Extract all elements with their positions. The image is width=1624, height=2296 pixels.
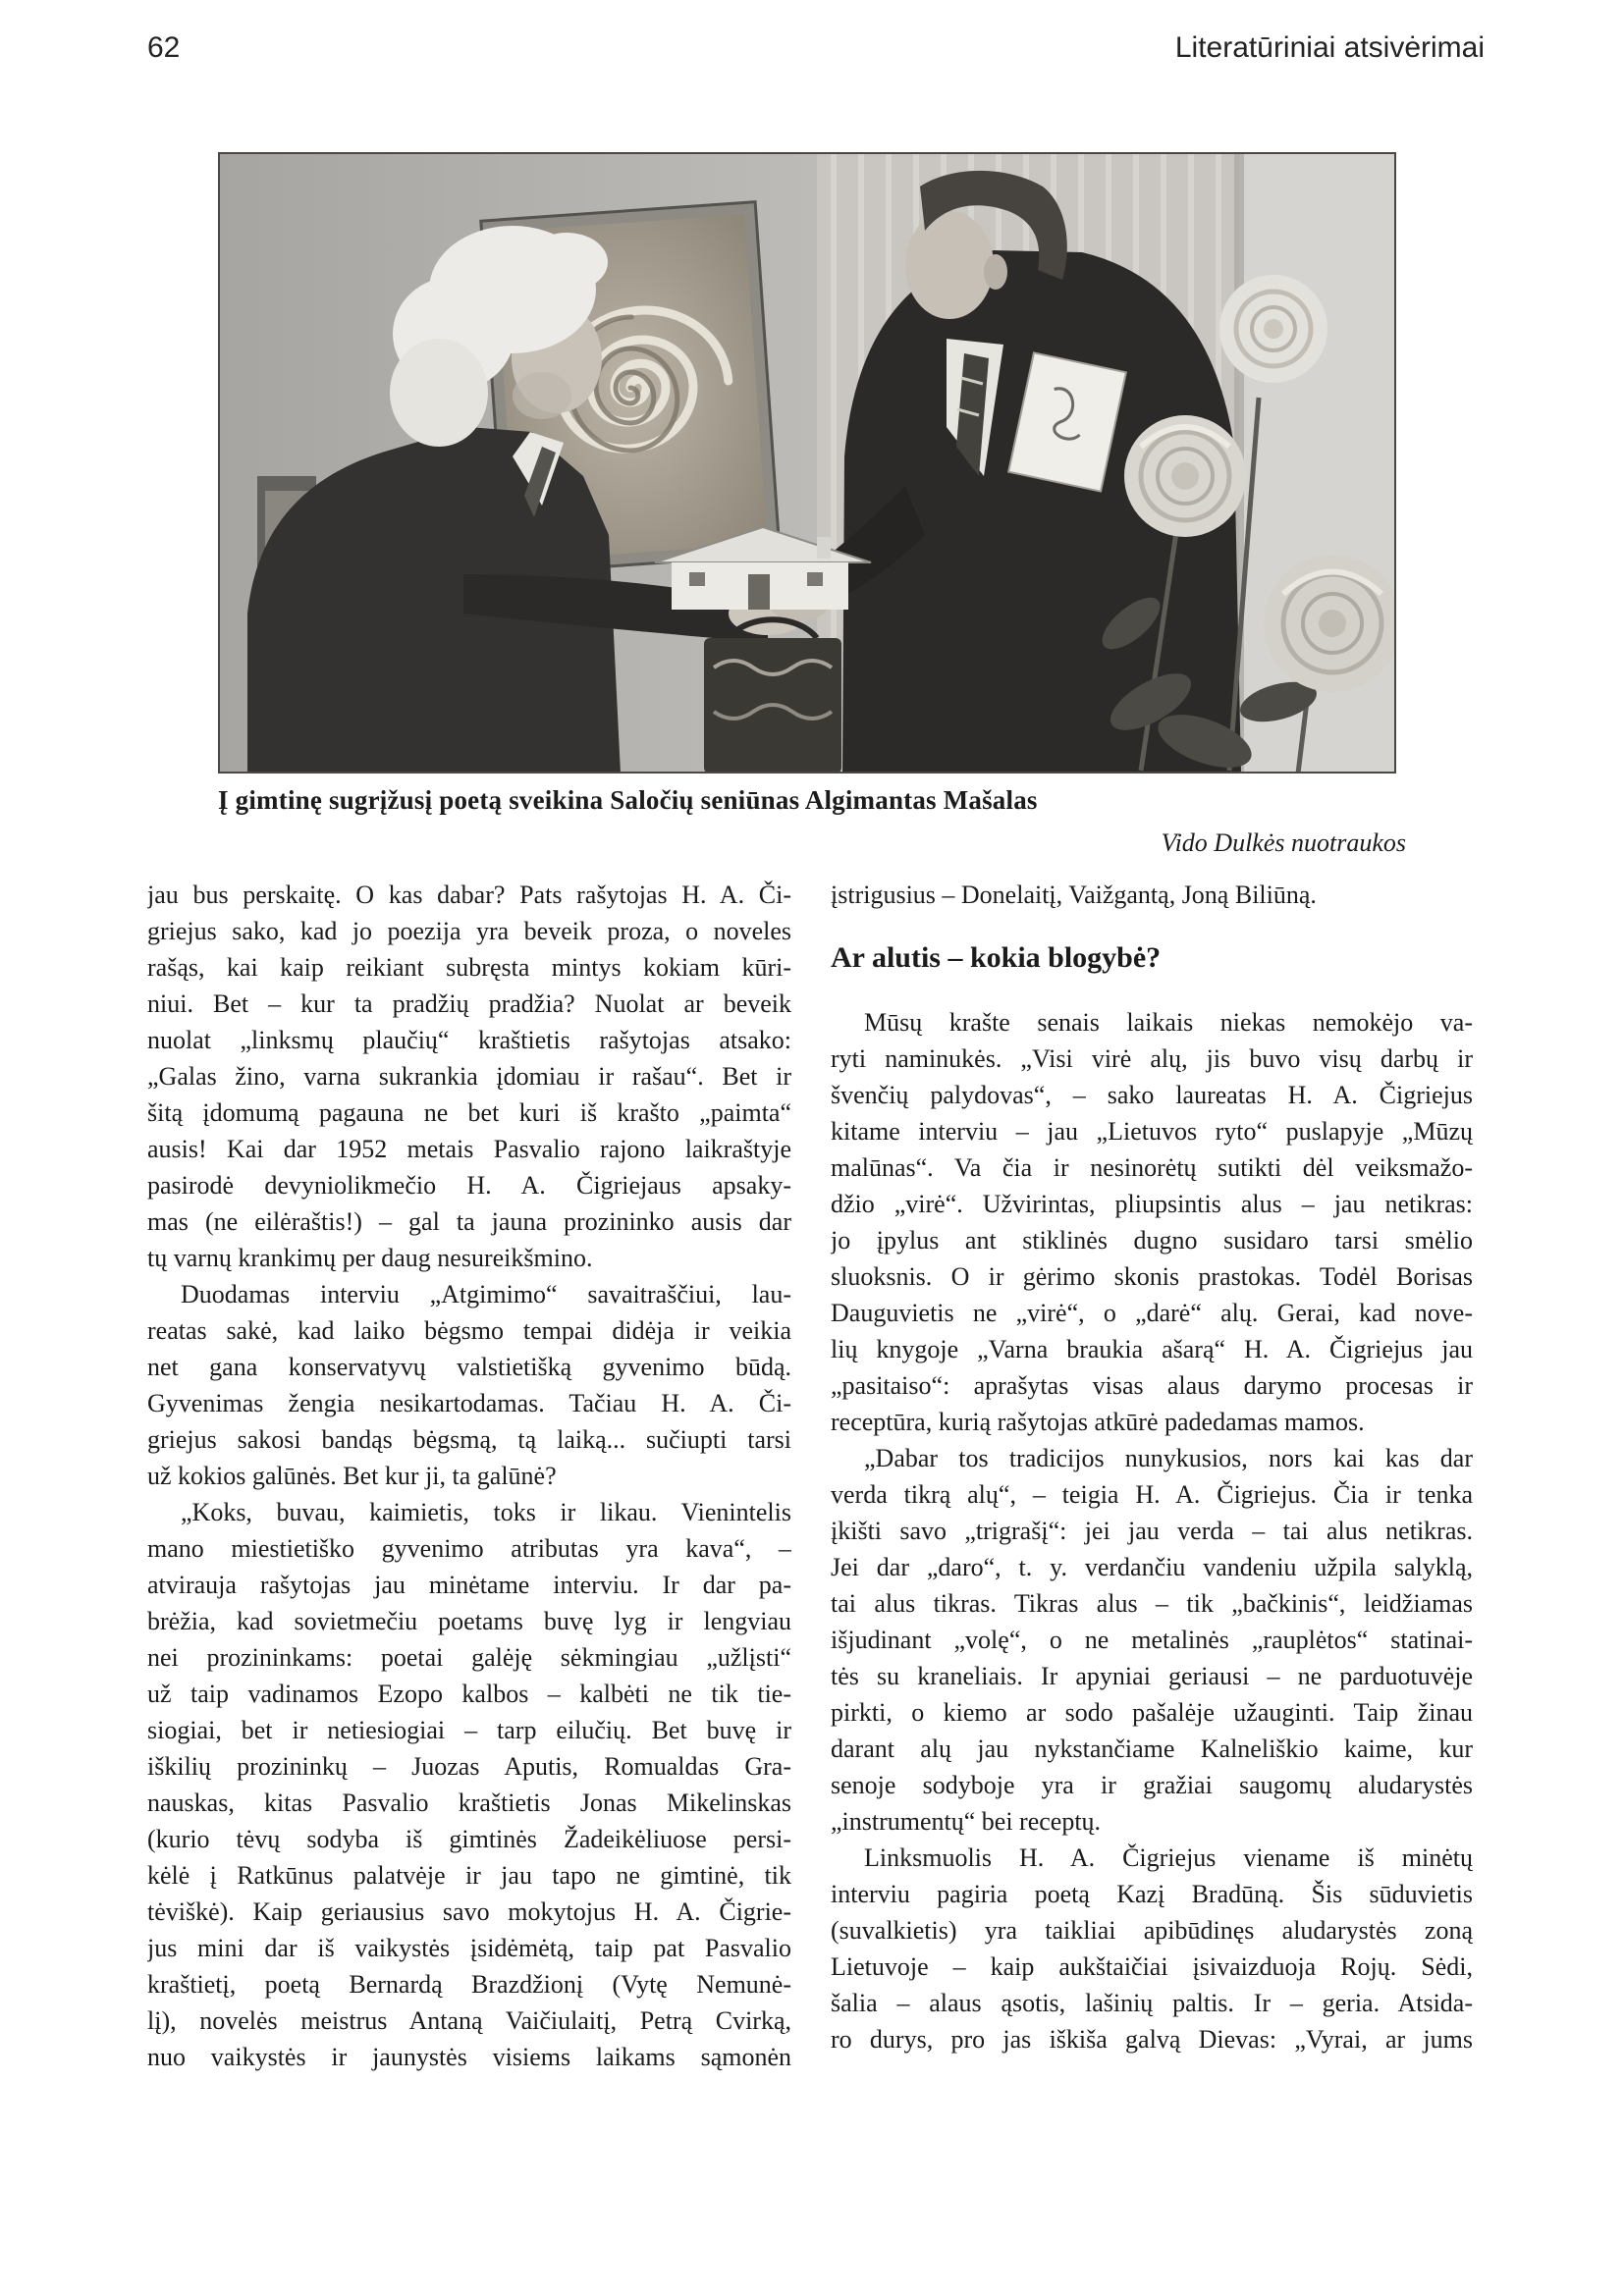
text-line: jo įpylus ant stiklinės dugno susidaro tarsi smėlio <box>831 1226 1473 1255</box>
text-line: receptūra, kurią rašytojas atkūrė padedamas mamos. <box>831 1408 1365 1436</box>
running-title: Literatūriniai atsivėrimai <box>1174 31 1485 64</box>
text-line: „pasitaiso“: aprašytas visas alaus darymo procesas ir <box>831 1371 1473 1400</box>
text-line: kėlė į Ratkūnus palatvėje ir jau tapo ne gimtinė, tik <box>147 1861 791 1890</box>
article-photo <box>218 152 1396 774</box>
text-line: jus mini dar iš vaikystės įsidėmėtą, taip pat Pasvalio <box>147 1934 791 1962</box>
text-line: pasirodė devyniolikmečio H. A. Čigriejaus apsaky- <box>147 1171 791 1200</box>
text-line: švenčių palydovas“, – sako laureatas H. A. Čigriejus <box>831 1081 1473 1109</box>
text-line: už kokios galūnės. Bet kur ji, ta galūnė? <box>147 1462 557 1490</box>
text-line: senoje sodyboje yra ir gražiai saugomų aludarystės <box>831 1771 1473 1799</box>
text-line: „Galas žino, varna sukrankia įdomiau ir rašau“. Bet ir <box>147 1062 791 1091</box>
text-line: nuo vaikystės ir jaunystės visiems laikams sąmonėn <box>147 2043 791 2071</box>
text-line: darant alų jau nykstančiame Kalneliškio kaime, kur <box>831 1735 1473 1763</box>
text-line: „Koks, buvau, kaimietis, toks ir likau. Vienintelis <box>181 1498 791 1526</box>
text-line: jau bus perskaitę. O kas dabar? Pats rašytojas H. A. Či- <box>147 881 791 909</box>
text-line: nuolat „linksmų plaučių“ kraštietis rašytojas atsako: <box>147 1026 791 1054</box>
text-line: griejus sakosi bandąs bėgsmą, tą laiką... sučiupti tarsi <box>147 1425 791 1454</box>
page-number: 62 <box>147 31 181 64</box>
text-line: brėžia, kad sovietmečiu poetams buvę lyg ir lengviau <box>147 1607 791 1635</box>
text-line: iškilių prozininkų – Juozas Aputis, Romualdas Gra- <box>147 1752 791 1781</box>
text-line: džio „virė“. Užvirintas, pliupsintis alus – jau netikras: <box>831 1190 1473 1218</box>
text-line: Gyvenimas žengia nesikartodamas. Tačiau H. A. Či- <box>147 1389 791 1417</box>
rose <box>1124 415 1246 537</box>
text-line: tės su kraneliais. Ir apyniai geriausi – ne parduotuvėje <box>831 1662 1473 1690</box>
text-line: išjudinant „volę“, o ne metalinės „rauplėtos“ statinai- <box>831 1626 1473 1654</box>
text-line: ro durys, pro jas iškiša galvą Dievas: „Vyrai, ar jums <box>831 2025 1473 2054</box>
text-column-right <box>831 877 1473 2057</box>
text-line: niui. Bet – kur ta pradžių pradžia? Nuolat ar beveik <box>147 989 791 1018</box>
text-line: įstrigusius – Donelaitį, Vaižgantą, Joną Biliūną. <box>831 881 1317 909</box>
text-line: atvirauja rašytojas jau minėtame interviu. Ir dar pa- <box>147 1571 791 1599</box>
text-line: lį), novelės meistrus Antaną Vaičiulaitį, Petrą Cvirką, <box>147 2006 791 2035</box>
text-line: interviu pagiria poetą Kazį Bradūną. Šis sūduvietis <box>831 1880 1473 1908</box>
text-line: reatas sakė, kad laiko bėgsmo tempai didėja ir veikia <box>147 1316 791 1345</box>
text-line: Linksmuolis H. A. Čigriejus viename iš minėtų <box>864 1843 1473 1872</box>
text-line: (suvalkietis) yra taikliai apibūdinęs aludarystės zoną <box>831 1916 1473 1945</box>
text-line: įkišti savo „trigrašį“: jei jau verda – tai alus netikras. <box>831 1517 1473 1545</box>
text-line: griejus sako, kad jo poezija yra beveik proza, o noveles <box>147 917 791 945</box>
photo-illustration <box>218 152 1396 774</box>
text-line: kitame interviu – jau „Lietuvos ryto“ puslapyje „Mūzų <box>831 1117 1473 1146</box>
text-line: Lietuvoje – kaip aukštaičiai įsivaizduoja Rojų. Sėdi, <box>831 1952 1473 1981</box>
text-line: (kurio tėvų sodyba iš gimtinės Žadeikėliuose persi- <box>147 1825 791 1853</box>
text-line: mas (ne eilėraštis!) – gal ta jauna prozininko ausis dar <box>147 1207 791 1236</box>
text-line: šalia – alaus ąsotis, lašinių paltis. Ir – geria. Atsida- <box>831 1989 1473 2017</box>
text-line: verda tikrą alų“, – teigia H. A. Čigriejus. Čia ir tenka <box>831 1480 1473 1509</box>
text-line: ryti naminukės. „Visi virė alų, jis buvo visų darbų ir <box>831 1044 1473 1073</box>
text-line: mano miestietiško gyvenimo atributas yra kava“, – <box>147 1534 791 1563</box>
rose <box>1264 555 1396 692</box>
text-line: „Dabar tos tradicijos nunykusios, nors kai kas dar <box>864 1444 1473 1472</box>
text-line: siogiai, bet ir netiesiogiai – tarp eilučių. Bet buvę ir <box>147 1716 791 1744</box>
gift-bag <box>704 619 841 774</box>
text-line: Jei dar „daro“, t. y. verdančiu vandeniu užpila salyklą, <box>831 1553 1473 1581</box>
section-heading: Ar alutis – kokia blogybė? <box>831 941 1162 974</box>
text-line: rašąs, kai kaip reikiant subręsta mintys kokiam kūri- <box>147 953 791 982</box>
text-line: Mūsų krašte senais laikais niekas nemokėjo va- <box>864 1008 1473 1037</box>
text-line: kraštietį, poetą Bernardą Brazdžionį (Vytę Nemunė- <box>147 1970 791 1999</box>
text-line: lių knygoje „Varna braukia ašarą“ H. A. Čigriejus jau <box>831 1335 1473 1363</box>
text-line: „instrumentų“ bei receptų. <box>831 1807 1102 1836</box>
text-line: ausis! Kai dar 1952 metais Pasvalio rajono laikraštyje <box>147 1135 791 1163</box>
text-line: už taip vadinamos Ezopo kalbos – kalbėti ne tik tie- <box>147 1680 791 1708</box>
text-line: nauskas, kitas Pasvalio kraštietis Jonas Mikelinskas <box>147 1789 791 1817</box>
text-line: Dauguvietis ne „virė“, o „darė“ alų. Gerai, kad nove- <box>831 1299 1473 1327</box>
rose <box>1219 275 1327 383</box>
text-line: sluoksnis. O ir gėrimo skonis prastokas. Todėl Borisas <box>831 1262 1473 1291</box>
text-line: malūnas“. Va čia ir nesinorėtų sutikti dėl veiksmažo- <box>831 1153 1473 1182</box>
text-column-left <box>147 877 791 2075</box>
text-line: pirkti, o kiemo ar sodo pašalėje užauginti. Taip žinau <box>831 1698 1473 1727</box>
text-line: nei prozininkams: poetai galėję sėkmingiau „užlįsti“ <box>147 1643 791 1672</box>
photo-credit: Vido Dulkės nuotraukos <box>1161 828 1406 857</box>
text-line: tėviškė). Kaip geriausius savo mokytojus H. A. Čigrie- <box>147 1897 791 1926</box>
text-line: Duodamas interviu „Atgimimo“ savaitraščiui, lau- <box>181 1280 791 1308</box>
text-line: tų varnų krankimų per daug nesureikšmino. <box>147 1244 593 1272</box>
text-line: tai alus tikras. Tikras alus – tik „bačkinis“, leidžiamas <box>831 1589 1473 1618</box>
text-line: net gana konservatyvų valstietišką gyvenimo būdą. <box>147 1353 791 1381</box>
photo-caption: Į gimtinę sugrįžusį poetą sveikina Saločių seniūnas Algimantas Mašalas <box>218 785 1038 815</box>
text-line: šitą įdomumą pagauna ne bet kuri iš krašto „paimta“ <box>147 1098 791 1127</box>
